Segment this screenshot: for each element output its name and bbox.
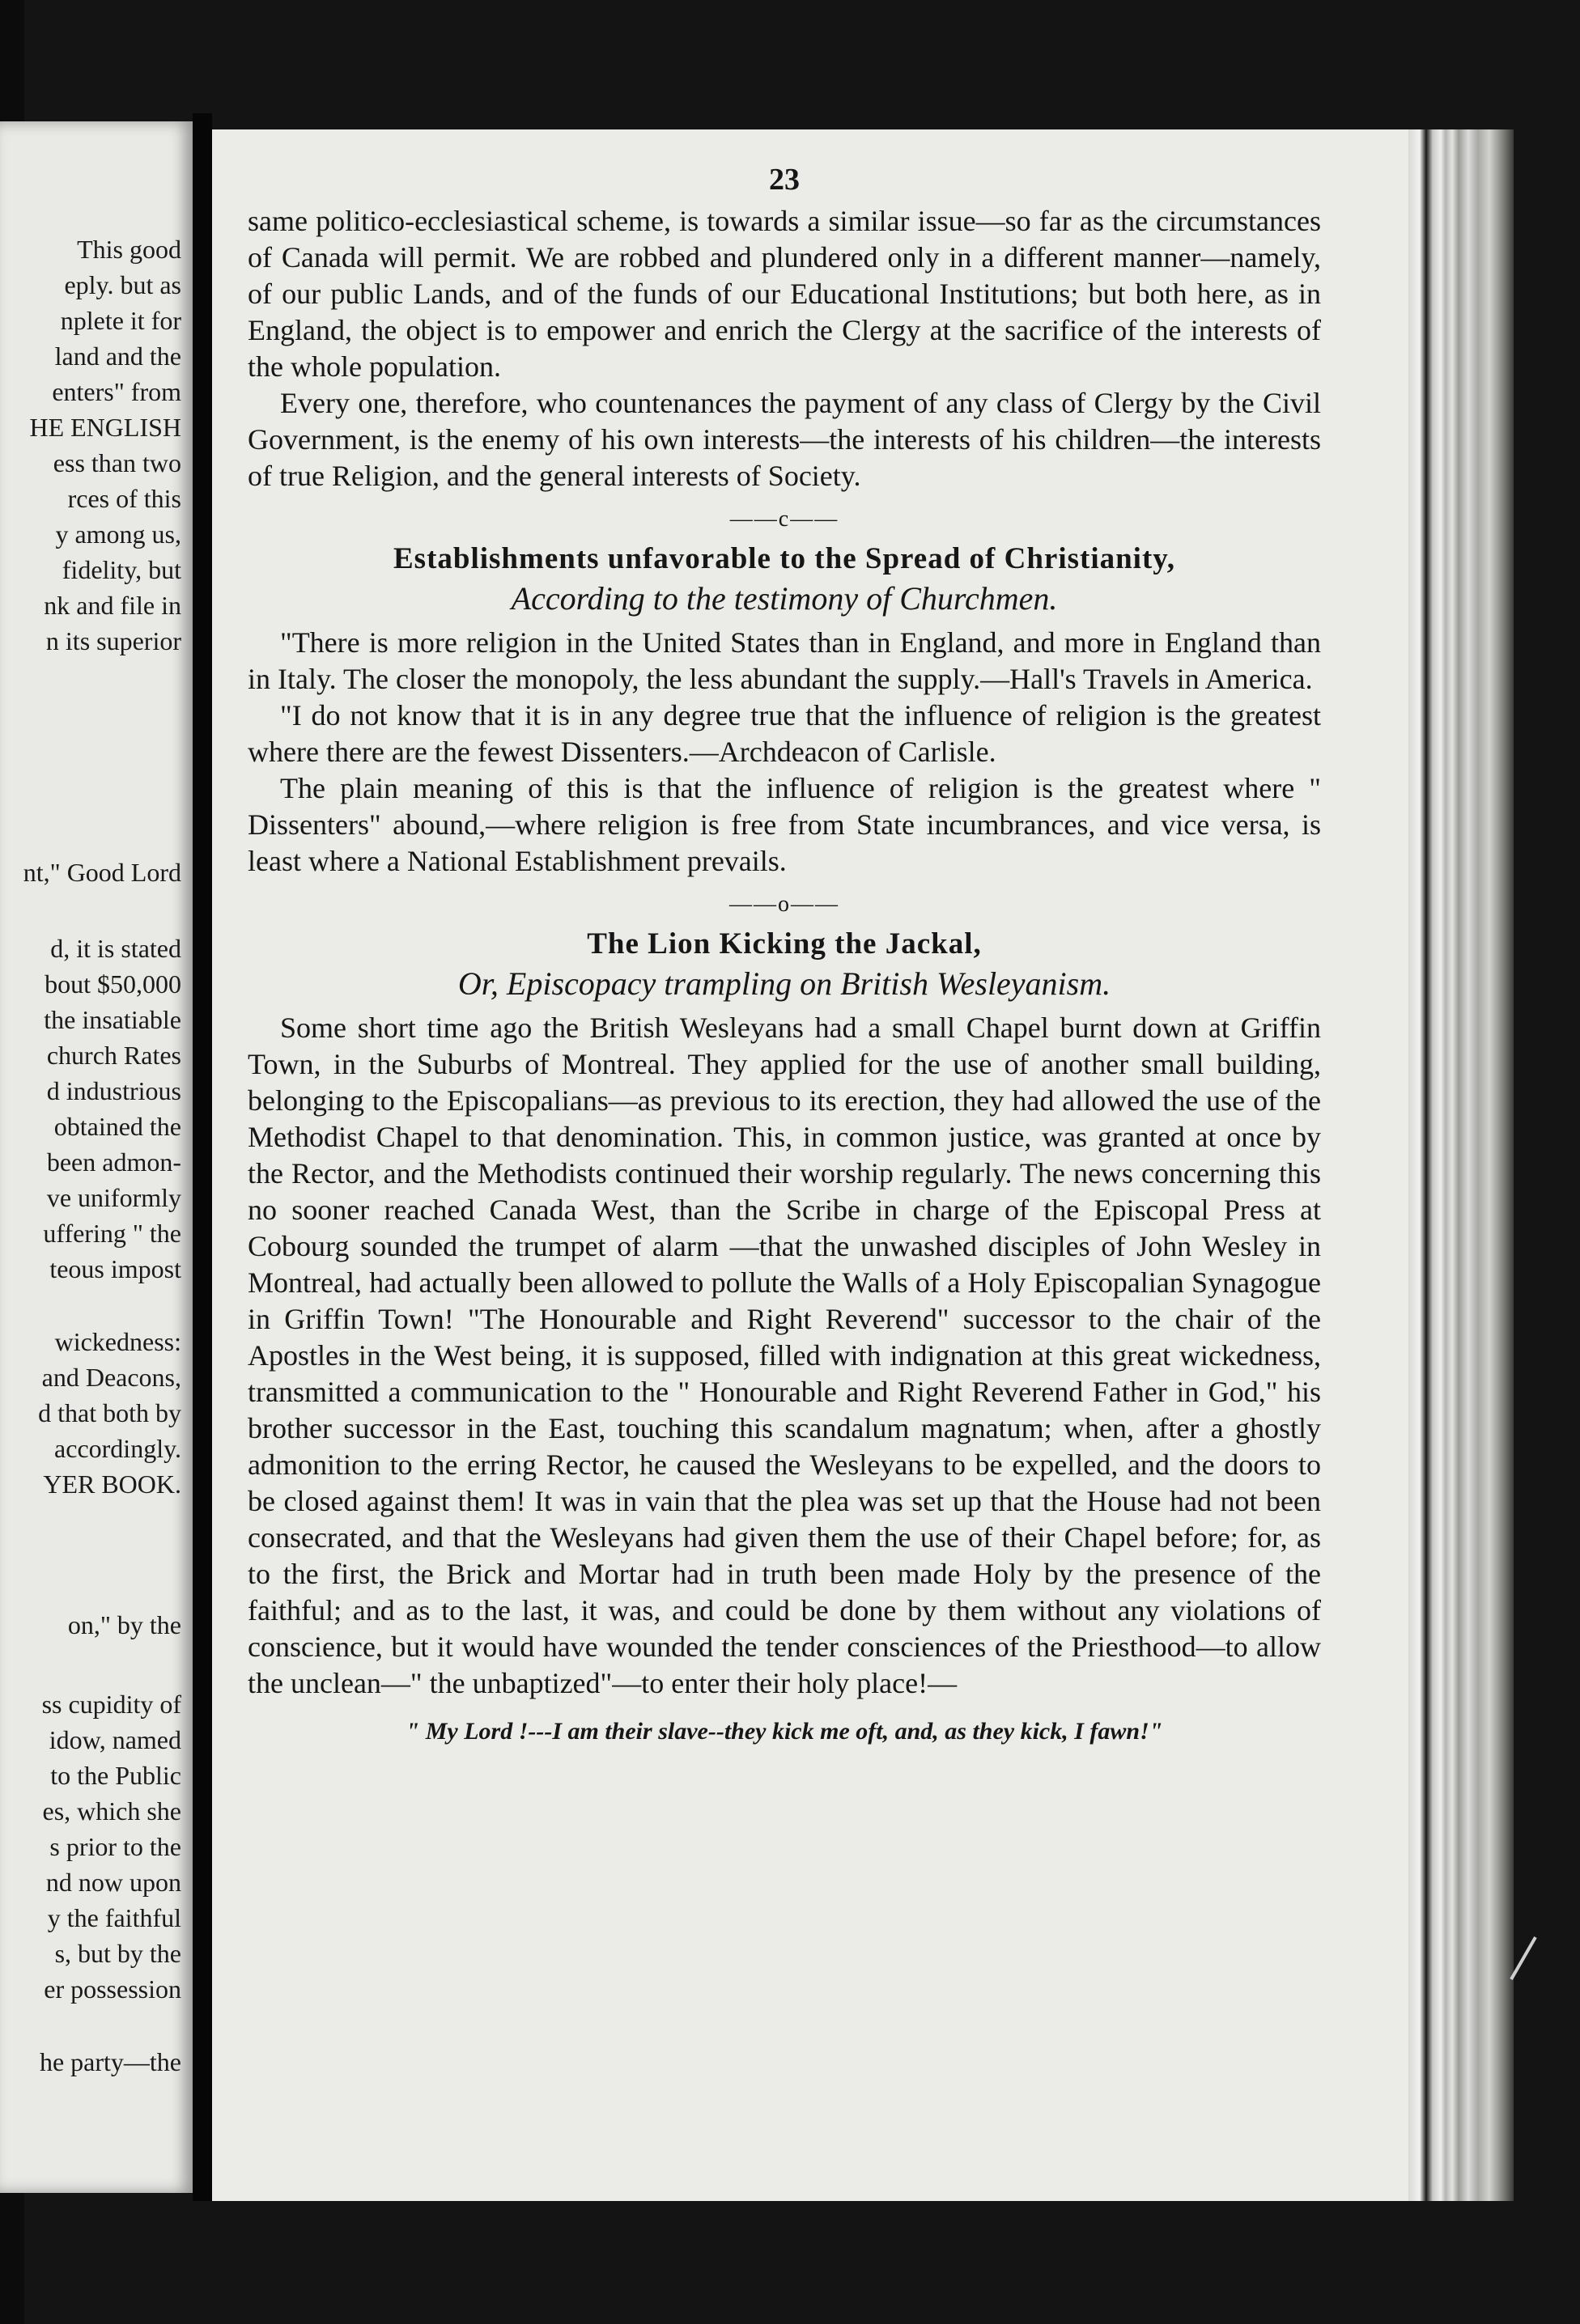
left-page-line: es, which she (42, 1796, 181, 1826)
section-1-paragraph-3: The plain meaning of this is that the influence of religion is the greatest where " Dissenters" abound,—where religion is free from State incumbrances, and vice versa, is least where a National Establishment prevails. (248, 772, 1321, 877)
left-page-line: d industrious (46, 1076, 181, 1105)
section-2-paragraph: Some short time ago the British Wesleyans had a small Chapel burnt down at Griffin Town, in the Suburbs of Montreal. They applied for the use of another small building, belonging to the Episcopalians—as previous to its erection, they had allowed the use of the Methodist Chapel to that denomination. This, in common justice, was granted at once by the Rector, and the Methodists continued their worship regularly. The news concerning this no sooner reached Canada West, than the Scribe in charge of the Episcopal Press at Cobourg sounded the trumpet of alarm —that the unwashed disciples of John Wesley in Montreal, had actually been allowed to pollute the Walls of a Holy Episcopalian Synagogue in Griffin Town! "The Honourable and Right Reverend" successor to the chair of the Apostles in the West being, it is supposed, filled with indignation at this great wickedness, transmitted a communication to the " Honourable and Right Reverend Father in God," his brother successor in the East, touching this scandalum magnatum; when, after a ghostly admonition to the erring Rector, he caused the Wesleyans to be expelled, and the doors to be closed against them! It was in vain that the plea was set up that the House had not been consecrated, and that the Wesleyans had given them the use of their Chapel before; for, as to the first, the Brick and Mortar had in truth been made Holy by the presence of the faithful; and as to the last, it was, and could be done by them without any violations of conscience, but it would have wounded the tender consciences of the Priesthood—to allow the unclean—" the unbaptized"—to enter their holy place!— (248, 1011, 1321, 1699)
left-page-line: enters" from (52, 377, 181, 406)
left-page-line: church Rates (46, 1041, 181, 1070)
left-page-line: s, but by the (54, 1939, 181, 1968)
left-page-fragment (0, 121, 193, 2193)
left-page-line: bout $50,000 (45, 969, 181, 999)
left-page-line: nt," Good Lord (23, 858, 181, 887)
section-1-paragraph-2: "I do not know that it is in any degree true that the influence of religion is the greatest where there are the fewest Dissenters.—Archdeacon of Carlisle. (248, 699, 1321, 768)
left-page-line: fidelity, but (62, 555, 181, 584)
left-page-line: wickedness: (54, 1327, 181, 1356)
left-page-line: accordingly. (54, 1434, 181, 1463)
book-gutter (193, 113, 212, 2201)
left-page-line: he party—the (39, 2047, 181, 2076)
left-page-line: er possession (44, 1974, 181, 2004)
section-2-heading: The Lion Kicking the Jackal, (587, 927, 982, 961)
left-page-line: and Deacons, (41, 1363, 181, 1392)
scan-scratch (1510, 1936, 1536, 1980)
section-1-heading: Establishments unfavorable to the Spread of Christianity, (393, 542, 1175, 575)
section-separator-2: ——o—— (729, 892, 839, 917)
left-page-line: nk and file in (44, 591, 181, 620)
left-page-line: HE ENGLISH (29, 413, 181, 442)
left-page-line: ss cupidity of (41, 1690, 181, 1719)
left-page-line: d, it is stated (50, 934, 181, 963)
left-page-line: idow, named (49, 1725, 181, 1754)
left-page-line: ve uniformly (46, 1183, 181, 1212)
section-separator-1: ——c—— (729, 507, 839, 532)
left-page-line: ess than two (53, 448, 181, 477)
closing-quote: " My Lord !---I am their slave--they kick me oft, and, as they kick, I fawn!" (406, 1718, 1163, 1745)
page-text (248, 162, 1321, 1749)
left-page-line: to the Public (50, 1761, 181, 1790)
left-page-line: y the faithful (47, 1903, 181, 1932)
section-1-paragraph-1: "There is more religion in the United States than in England, and more in England than in Italy. The closer the monopoly, the less abundant the supply.—Hall's Travels in America. (248, 626, 1321, 695)
left-page-line: y among us, (55, 520, 181, 549)
page-number: 23 (769, 163, 800, 197)
left-page-line: s prior to the (49, 1832, 181, 1861)
left-page-line: n its superior (45, 626, 181, 655)
left-page-line: rces of this (67, 484, 181, 513)
left-page-line: teous impost (49, 1254, 181, 1283)
left-page-line: nplete it for (60, 306, 181, 335)
left-page-line: land and the (54, 341, 181, 371)
left-page-line: nd now upon (45, 1868, 181, 1897)
left-page-line: uffering " the (43, 1219, 181, 1248)
section-2-subheading: Or, Episcopacy trampling on British Wesleyanism. (457, 965, 1111, 1002)
intro-paragraph-2: Every one, therefore, who countenances the payment of any class of Clergy by the Civil Government, is the enemy of his own interests—the interests of his children—the interests of true Religion, and the general interests of Society. (248, 387, 1321, 492)
left-page-line: been admon- (46, 1147, 181, 1177)
left-page-line: YER BOOK. (43, 1469, 181, 1499)
page-edges (1408, 129, 1514, 2201)
left-page-line: This good (77, 235, 181, 264)
left-page-line: d that both by (38, 1398, 181, 1427)
section-1-subheading: According to the testimony of Churchmen. (511, 580, 1058, 617)
left-page-line: on," by the (67, 1610, 181, 1639)
left-page-line: eply. but as (64, 270, 181, 299)
left-page-line: the insatiable (44, 1005, 181, 1034)
intro-paragraph-1: same politico-ecclesiastical scheme, is towards a similar issue—so far as the circumstances of Canada will permit. We are robbed and plundered only in a different manner—namely, of our public Lands, and of the funds of our Educational Institutions; but both here, as in England, the object is to empower and enrich the Clergy at the sacrifice of the interests of the whole population. (248, 205, 1321, 383)
left-page-line: obtained the (53, 1112, 181, 1141)
